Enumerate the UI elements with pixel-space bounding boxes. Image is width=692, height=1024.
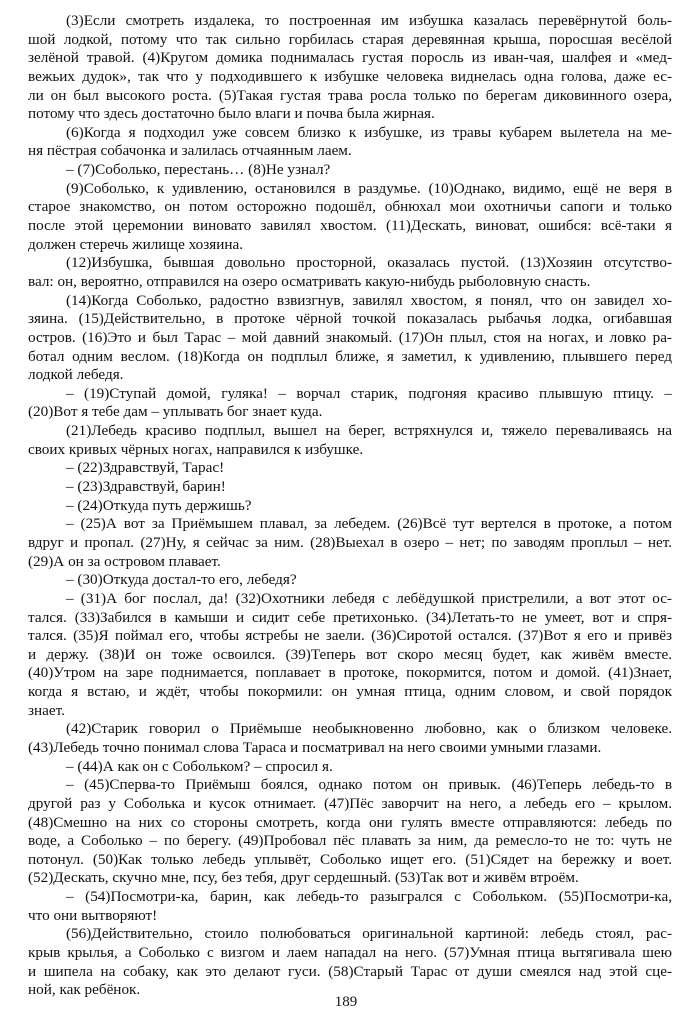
paragraph: [28, 478, 672, 497]
text-line: (21)Лебедь красиво подплыл, вышел на берег, встряхнулся и, тяжело переваливаясь на: [66, 422, 672, 440]
text-line: старое знакомство, он потом осторожно подошёл, обнюхал мои охотничьи сапоги и только: [28, 198, 672, 216]
text-line: вал: он, вероятно, отправился на озеро осматривать какую-нибудь рыболовную снасть.: [28, 272, 591, 290]
text-line: – (44)А как он с Собольком? – спросил я.: [66, 757, 333, 775]
paragraph: [28, 292, 672, 385]
page-number: 189: [334, 994, 358, 1010]
text-line: когда я встаю, и ждёт, чтобы покормили: он умная птица, одним словом, и свой порядок: [28, 683, 672, 701]
text-line: (56)Действительно, стоило полюбоваться оригинальной картиной: лебедь стоял, рас-: [66, 925, 672, 943]
paragraph: [28, 497, 672, 516]
text-line: другой раз у Соболька и кусок отнимает. (47)Пёс заворчит на него, а лебедь его – крылом.: [28, 794, 672, 812]
text-line: ботал одним веслом. (18)Когда он подплыл ближе, я заметил, к удивлению, плывшего перед: [28, 347, 672, 365]
text-line: (12)Избушка, бывшая довольно просторной, оказалась пустой. (13)Хозяин отсутство-: [66, 254, 672, 272]
text-line: потому что здесь достаточно было влаги и почва была жирная.: [28, 105, 435, 123]
paragraph: [28, 422, 672, 459]
text-line: тался. (35)Я поймал его, чтобы ястребы не заели. (36)Сиротой остался. (37)Вот я его и привёз: [28, 627, 672, 645]
text-line: (40)Утром на заре поднимается, поплавает в протоке, покормится, потом и домой. (41)Знает,: [28, 664, 672, 682]
text-line: воде, а Соболько – по берегу. (49)Пробовал пёс плавать за ним, да ремесло-то не то: чуть не: [28, 832, 672, 850]
text-line: – (31)А бог послал, да! (32)Охотники лебедя с лебёдушкой пристрелили, а вот этот ос-: [66, 589, 672, 607]
text-line: после этой церемонии виновато завилял хвостом. (11)Дескать, виноват, ошибся: всё-таки я: [28, 217, 672, 235]
text-line: остров. (16)Это и был Тарас – мой давний знакомый. (17)Он плыл, стоя на ногах, и ловко ра-: [28, 328, 672, 346]
text-line: тался. (33)Забился в камыши и сидит себе претихонько. (34)Летать-то не умеет, вот и спря-: [28, 608, 672, 626]
text-line: – (22)Здравствуй, Тарас!: [66, 459, 225, 477]
paragraph: [28, 180, 672, 255]
text-line: (20)Вот я тебе дам – уплывать бог знает куда.: [28, 403, 323, 421]
paragraph: [28, 124, 672, 161]
text-line: и шипела на собаку, как это делают гуси. (58)Старый Тарас от души смеялся над этой сце-: [28, 962, 672, 980]
text-line: своих кривых чёрных ногах, направился к избушке.: [28, 440, 364, 458]
paragraph: [28, 925, 672, 1000]
text-line: что они вытворяют!: [28, 906, 158, 924]
text-line: и держу. (38)И он тоже освоился. (39)Теперь вот скоро месяц будет, как живём вместе.: [28, 645, 672, 663]
text-line: вдруг и пропал. (27)Ну, я сейчас за ним. (28)Выехал в озеро – нет; по заводям проплыл – нет.: [28, 533, 672, 551]
text-line: (43)Лебедь точно понимал слова Тараса и посматривал на него своими умными глазами.: [28, 738, 602, 756]
text-line: ли он был высокого роста. (5)Такая густая трава росла только по берегам диковинного озера,: [28, 86, 672, 104]
text-line: (3)Если смотреть издалека, то построенная им избушка казалась перевёрнутой боль-: [66, 12, 672, 29]
text-line: – (19)Ступай домой, гуляка! – ворчал старик, подгоняя красиво плывшую птицу. –: [66, 384, 672, 402]
text-line: – (30)Откуда достал-то его, лебедя?: [66, 571, 297, 589]
text-line: ня пёстрая собачонка и залилась отчаянным лаем.: [28, 142, 352, 160]
text-line: лодкой лебедя.: [28, 366, 124, 384]
paragraph: [28, 888, 672, 925]
paragraph: [28, 758, 672, 777]
paragraph: [28, 254, 672, 291]
text-line: зелёной травой. (4)Кругом домика поднималась густая поросль из иван-чая, шалфея и «мед-: [28, 49, 672, 67]
text-line: – (7)Соболько, перестань… (8)Не узнал?: [66, 161, 331, 179]
paragraph: [28, 161, 672, 180]
text-line: должен стеречь жилище хозяина.: [28, 235, 244, 253]
paragraph: [28, 12, 672, 124]
text-line: – (25)А вот за Приёмышем плавал, за лебедем. (26)Всё тут вертелся в протоке, а потом: [66, 515, 672, 533]
text-line: (52)Дескать, скучно мне, псу, без тебя, друг сердешный. (53)Так вот и живём втроём.: [28, 869, 579, 887]
text-line: (48)Смешно на них со стороны смотреть, когда они гулять вместе отправляются: лебедь по: [28, 813, 672, 831]
text-line: – (24)Откуда путь держишь?: [66, 496, 252, 514]
text-line: потонул. (50)Как только лебедь уплывёт, Соболько ищет его. (51)Сядет на бережку и воет.: [28, 850, 672, 868]
text-line: – (45)Сперва-то Приёмыш боялся, однако потом он привык. (46)Теперь лебедь-то в: [66, 776, 672, 794]
paragraph: [28, 515, 672, 571]
text-line: (29)А он за островом плавает.: [28, 552, 221, 570]
paragraph: [28, 776, 672, 888]
text-line: шой лодкой, потому что так сильно горбилась старая деревянная крыша, поросшая весёлой: [28, 30, 672, 48]
text-line: – (23)Здравствуй, барин!: [66, 478, 226, 496]
text-line: (14)Когда Соболько, радостно взвизгнув, завилял хвостом, я понял, что он завидел хо-: [66, 291, 672, 309]
text-line: – (54)Посмотри-ка, барин, как лебедь-то разыгрался с Собольком. (55)Посмотри-ка,: [66, 888, 672, 906]
paragraph: [28, 720, 672, 757]
paragraph: [28, 385, 672, 422]
paragraph: [28, 459, 672, 478]
paragraph: [28, 571, 672, 590]
text-line: ной, как ребёнок.: [28, 981, 141, 999]
text-line: (6)Когда я подходил уже совсем близко к избушке, из травы кубарем вылетела на ме-: [66, 123, 672, 141]
text-line: (9)Соболько, к удивлению, остановился в раздумье. (10)Однако, видимо, ещё не веря в: [66, 179, 672, 197]
text-line: (42)Старик говорил о Приёмыше необыкновенно любовно, как о близком человеке.: [66, 720, 672, 738]
text-line: зяина. (15)Действительно, в протоке чёрной точкой показалась рыбачья лодка, огибавшая: [28, 310, 672, 328]
paragraph: [28, 590, 672, 720]
document-body: [28, 12, 672, 1000]
text-line: знает.: [28, 701, 65, 719]
text-line: крыв крылья, а Соболько с визгом и лаем нападал на него. (57)Умная птица вытягивала шею: [28, 944, 672, 962]
text-line: вежьих дудок», так что у подходившего к избушке человека виднелась одна голова, даже ес-: [28, 67, 672, 85]
